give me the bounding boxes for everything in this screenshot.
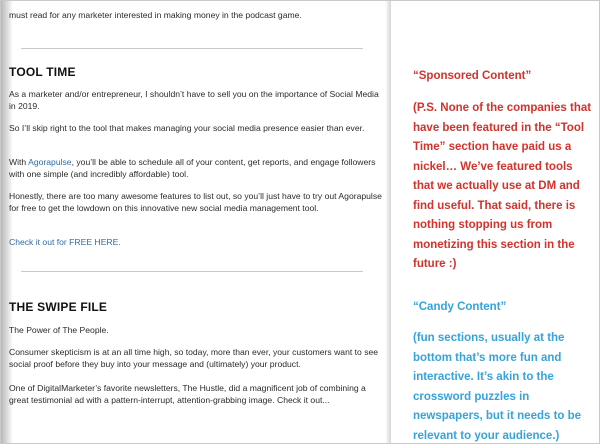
candy-content-note: (fun sections, usually at the bottom that’s more fun and interactive. It’s akin to the crossword puzzles in newspapers, but it needs to be relevant to your audience.) [413,332,582,442]
sponsored-content-note: (P.S. None of the companies that have been featured in the “Tool Time” section have paid us a nickel… We’ve featured tools that we actually use at DM and find useful. That said, there is nothing stopping us from monetizing this section in the future :) [413,102,592,270]
tool-time-paragraph-2: So I’ll skip right to the tool that makes managing your social media presence easier than ever. [9,123,365,133]
p3-before: With [9,157,29,167]
tool-time-heading: TOOL TIME [9,65,76,79]
candy-content-title: “Candy Content” [413,301,507,313]
tool-time-paragraph-4: Honestly, there are too many awesome features to list out, so you’ll just have to try out Agorapulse for free to get the lowdown on this innovative new social media management tool. [9,191,382,213]
p3-after: , you’ll be able to schedule all of your content, get reports, and engage followers with one simple (and incredibly affordable) tool. [9,157,376,179]
tool-time-paragraph-1: As a marketer and/or entrepreneur, I shouldn’t have to sell you on the importance of Social Media in 2019. [9,89,379,111]
page-shadow-right [385,1,391,444]
section-divider [21,48,363,49]
free-trial-link[interactable]: Check it out for FREE HERE. [9,237,121,247]
swipe-file-paragraph-2: Consumer skepticism is at an all time high, so today, more than ever, your customers want to see social proof before they buy into your message and (ultimately) your product. [9,347,379,369]
swipe-file-paragraph-1: The Power of The People. [9,325,109,335]
intro-tail-text: must read for any marketer interested in making money in the podcast game. [9,10,302,20]
newsletter-document [1,1,391,444]
sponsored-content-title: “Sponsored Content” [413,70,532,82]
swipe-file-heading: THE SWIPE FILE [9,300,108,314]
section-divider [21,271,363,272]
agorapulse-link[interactable]: Agorapulse [28,157,72,167]
tool-time-paragraph-3 [9,156,385,180]
swipe-file-paragraph-3: One of DigitalMarketer’s favorite newsletters, The Hustle, did a magnificent job of combining a great testimonial ad with a pattern-interrupt, attention-grabbing image. Check it out... [9,383,366,405]
